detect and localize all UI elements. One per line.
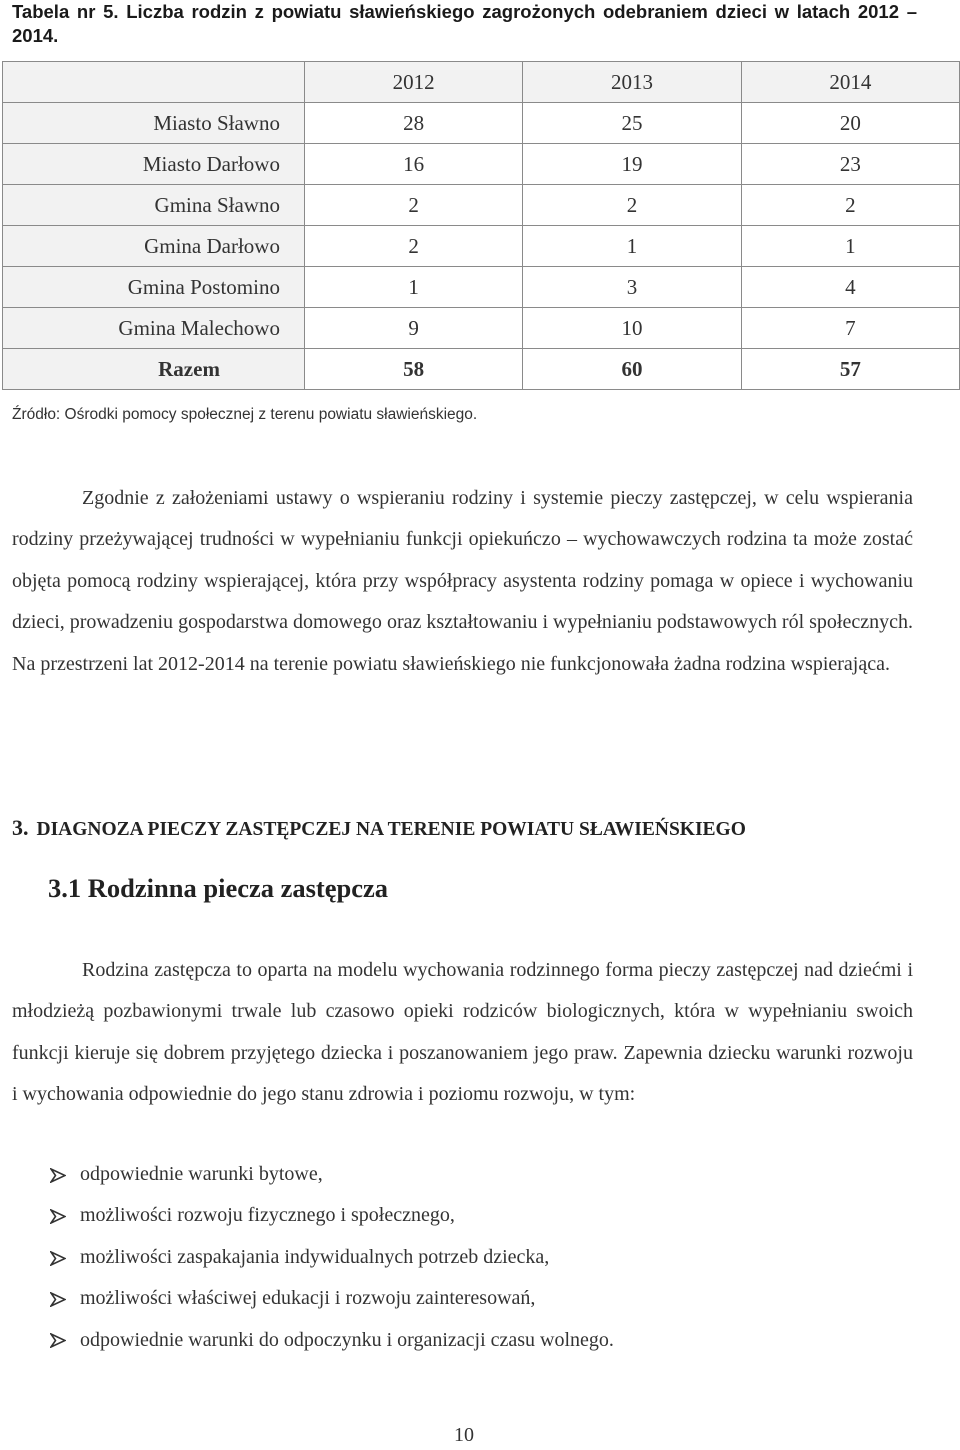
table-source-note: Źródło: Ośrodki pomocy społecznej z terenu powiatu sławieńskiego. xyxy=(12,406,478,423)
table-header-row xyxy=(3,62,960,103)
table-cell: 1 xyxy=(523,226,741,267)
row-label: Miasto Darłowo xyxy=(3,144,305,185)
table-cell: 2 xyxy=(741,185,959,226)
table-total-row xyxy=(3,349,960,390)
table-cell: 1 xyxy=(304,267,522,308)
row-label: Miasto Sławno xyxy=(3,103,305,144)
table-cell: 16 xyxy=(304,144,522,185)
table-cell: 1 xyxy=(741,226,959,267)
row-label: Gmina Sławno xyxy=(3,185,305,226)
arrow-bullet-icon xyxy=(12,1333,80,1348)
arrow-bullet-icon xyxy=(12,1292,80,1307)
list-item xyxy=(12,1237,614,1278)
section-heading xyxy=(12,815,746,841)
header-cell-empty xyxy=(3,62,305,103)
table-cell: 9 xyxy=(304,308,522,349)
table-cell: 4 xyxy=(741,267,959,308)
list-item xyxy=(12,1154,614,1195)
families-at-risk-table xyxy=(2,61,960,390)
section-title: DIAGNOZA PIECZY ZASTĘPCZEJ NA TERENIE POWIATU SŁAWIEŃSKIEGO xyxy=(36,819,746,840)
arrow-bullet-icon xyxy=(12,1209,80,1224)
table-cell: 20 xyxy=(741,103,959,144)
total-cell: 57 xyxy=(741,349,959,390)
paragraph-text: Zgodnie z założeniami ustawy o wspieraniu rodziny i systemie pieczy zastępczej, w celu wspierania rodziny przeżywającej trudności w wypełnianiu funkcji opiekuńczo – wychowawczych rodzina ta może zostać objęta pomocą rodziny wspierającej, która przy współpracy asystenta rodziny pomaga w opiece i wychowaniu dzieci, prowadzeniu gospodarstwa domowego oraz kształtowaniu i wypełnianiu podstawowych ról społecznych. Na przestrzeni lat 2012-2014 na terenie powiatu sławieńskiego nie funkcjonowała żadna rodzina wspierająca. xyxy=(12,487,913,675)
row-label: Gmina Darłowo xyxy=(3,226,305,267)
table-cell: 3 xyxy=(523,267,741,308)
list-item xyxy=(12,1320,614,1361)
list-item-text: odpowiednie warunki bytowe, xyxy=(80,1163,323,1185)
list-item xyxy=(12,1278,614,1319)
list-item-text: możliwości zaspakajania indywidualnych potrzeb dziecka, xyxy=(80,1245,550,1268)
section-number: 3. xyxy=(12,815,29,840)
table-row xyxy=(3,226,960,267)
header-cell-2014: 2014 xyxy=(741,62,959,103)
table-row xyxy=(3,185,960,226)
table-cell: 7 xyxy=(741,308,959,349)
page-number: 10 xyxy=(454,1424,474,1446)
row-label: Gmina Malechowo xyxy=(3,308,305,349)
header-cell-2012: 2012 xyxy=(304,62,522,103)
table-cell: 2 xyxy=(523,185,741,226)
table-row xyxy=(3,103,960,144)
table-cell: 25 xyxy=(523,103,741,144)
table-cell: 28 xyxy=(304,103,522,144)
bullet-list xyxy=(12,1154,614,1361)
table-cell: 2 xyxy=(304,226,522,267)
table-row xyxy=(3,267,960,308)
paragraph-supporting-family xyxy=(12,478,913,685)
header-cell-2013: 2013 xyxy=(523,62,741,103)
subsection-heading: 3.1 Rodzinna piecza zastępcza xyxy=(48,873,389,903)
total-cell: 60 xyxy=(523,349,741,390)
list-item xyxy=(12,1195,614,1236)
paragraph-foster-family xyxy=(12,950,913,1116)
table-row xyxy=(3,144,960,185)
list-item-text: możliwości rozwoju fizycznego i społecznego, xyxy=(80,1204,455,1227)
table-cell: 19 xyxy=(523,144,741,185)
table-cell: 2 xyxy=(304,185,522,226)
row-label: Gmina Postomino xyxy=(3,267,305,308)
total-cell: 58 xyxy=(304,349,522,390)
list-item-text: odpowiednie warunki do odpoczynku i organizacji czasu wolnego. xyxy=(80,1328,614,1351)
table-cell: 23 xyxy=(741,144,959,185)
paragraph-text: Rodzina zastępcza to oparta na modelu wychowania rodzinnego forma pieczy zastępczej nad dziećmi i młodzieżą pozbawionymi trwale lub czasowo opieki rodziców biologicznych, która w wypełnianiu swoich funkcji kieruje się dobrem przyjętego dziecka i poszanowaniem jego praw. Zapewnia dziecku warunki rozwoju i wychowania odpowiednie do jego stanu zdrowia i poziomu rozwoju, w tym: xyxy=(12,959,913,1106)
table-caption: Tabela nr 5. Liczba rodzin z powiatu sławieńskiego zagrożonych odebraniem dzieci w latach 2012 – 2014. xyxy=(12,1,917,46)
table-cell: 10 xyxy=(523,308,741,349)
total-label: Razem xyxy=(3,349,305,390)
list-item-text: możliwości właściwej edukacji i rozwoju zainteresowań, xyxy=(80,1287,536,1310)
table-row xyxy=(3,308,960,349)
arrow-bullet-icon xyxy=(12,1251,80,1266)
arrow-bullet-icon xyxy=(12,1168,80,1183)
